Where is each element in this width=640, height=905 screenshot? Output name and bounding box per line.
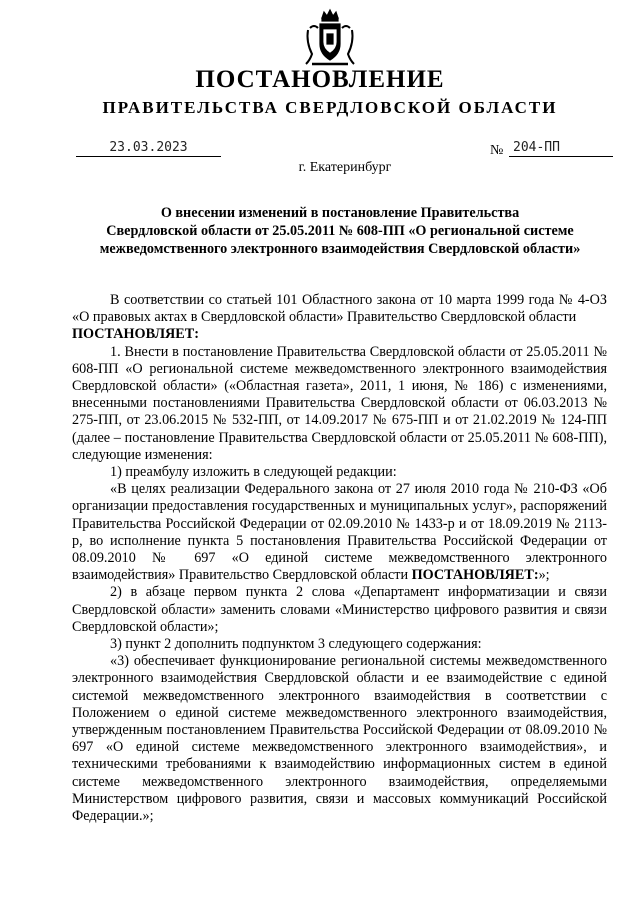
item-1-1-paragraph: 1) преамбулу изложить в следующей редакции: [110, 464, 397, 481]
item-1-2-paragraph: 2) в абзаце первом пункта 2 слова «Департамент информатизации и связи Свердловской области» заменить словами «Министерство цифрового развития и связи Свердловской области»; [72, 584, 607, 635]
item-1-3-paragraph: 3) пункт 2 дополнить подпунктом 3 следующего содержания: [110, 636, 482, 653]
number-sign: № [490, 143, 504, 158]
preamble-quote-text: «В целях реализации Федерального закона от 27 июля 2010 года № 210-ФЗ «Об организации предоставления государственных и муниципальных услуг», распоряжений Правительства Российской Федерации от 02.09.2010 № 1433-р и от 18.09.2019 № 2113-р, во исполнение пункта 5 постановления Правительства Российской Федерации от 08.09.2010 № 697 «О единой системе межведомственного электронного взаимодействия» Правительство Свердловской области [72, 481, 607, 584]
document-number: 204-ПП [509, 140, 613, 157]
decree-word: ПОСТАНОВЛЯЕТ: [72, 326, 199, 343]
city-label: г. Екатеринбург [298, 160, 392, 175]
intro-paragraph: В соответствии со статьей 101 Областного закона от 10 марта 1999 года № 4-ОЗ «О правовых актах в Свердловской области» Правительство Свердловской области [72, 292, 607, 326]
subitem-3-quote: «3) обеспечивает функционирование региональной системы межведомственного электронного взаимодействия Свердловской области и ее взаимодействие с единой системой межведомственного электронного взаимодействия в соответствии с Положением о единой системе межведомственного электронного взаимодействия, утвержденным постановлением Правительства Российской Федерации от 08.09.2010 № 697 «О единой системе межведомственного электронного взаимодействия», и техническими требованиями к взаимодействию информационных систем в единой системе межведомственного электронного взаимодействия, определяемыми Министерством цифрового развития, связи и массовых коммуникаций Российской Федерации.»; [72, 653, 607, 825]
subject-line: Свердловской области от 25.05.2011 № 608-ПП «О региональной системе [106, 223, 574, 239]
item-1-paragraph: 1. Внести в постановление Правительства Свердловской области от 25.05.2011 № 608-ПП «О региональной системе межведомственного электронного взаимодействия Свердловской области» («Областная газета», 2011, 1 июня, № 186) с изменениями, внесенными постановлениями Правительства Свердловской области от 06.03.2013 № 275-ПП, от 23.06.2015 № 532-ПП, от 14.09.2017 № 675-ПП и от 21.02.2019 № 124-ПП (далее – постановление Правительства Свердловской области от 25.05.2011 № 608-ПП), следующие изменения: [72, 343, 607, 463]
document-subject [70, 204, 610, 258]
document-title: ПОСТАНОВЛЕНИЕ [195, 66, 445, 93]
issuing-authority: ПРАВИТЕЛЬСТВА СВЕРДЛОВСКОЙ ОБЛАСТИ [102, 98, 558, 117]
coat-of-arms-icon [302, 8, 358, 68]
document-date: 23.03.2023 [76, 140, 221, 157]
preamble-quote [72, 481, 607, 584]
preamble-quote-tail: »; [538, 567, 550, 584]
document-body [72, 292, 607, 825]
preamble-decree-word: ПОСТАНОВЛЯЕТ: [411, 567, 539, 584]
subject-line: О внесении изменений в постановление Правительства [160, 205, 520, 221]
subject-line: межведомственного электронного взаимодействия Свердловской области» [99, 241, 581, 257]
